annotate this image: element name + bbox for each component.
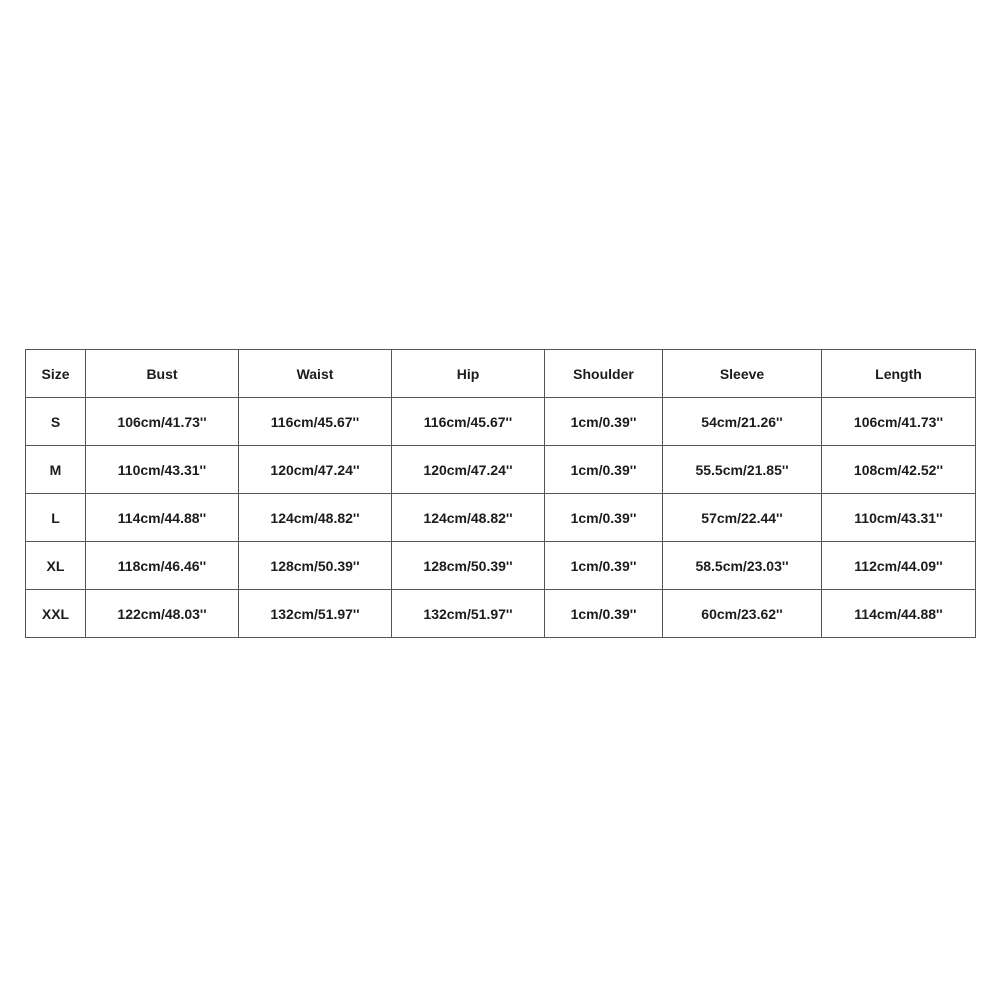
- sleeve-cell: 60cm/23.62'': [663, 590, 822, 638]
- size-chart-table: [25, 349, 976, 638]
- header-shoulder: Shoulder: [545, 350, 663, 398]
- shoulder-cell: 1cm/0.39'': [545, 590, 663, 638]
- sleeve-cell: 54cm/21.26'': [663, 398, 822, 446]
- header-hip: Hip: [392, 350, 545, 398]
- bust-cell: 106cm/41.73'': [86, 398, 239, 446]
- shoulder-cell: 1cm/0.39'': [545, 542, 663, 590]
- header-size: Size: [26, 350, 86, 398]
- hip-cell: 132cm/51.97'': [392, 590, 545, 638]
- size-cell: M: [26, 446, 86, 494]
- length-cell: 110cm/43.31'': [822, 494, 976, 542]
- length-cell: 108cm/42.52'': [822, 446, 976, 494]
- table-row: [26, 542, 976, 590]
- length-cell: 114cm/44.88'': [822, 590, 976, 638]
- waist-cell: 120cm/47.24'': [239, 446, 392, 494]
- table-row: [26, 590, 976, 638]
- hip-cell: 128cm/50.39'': [392, 542, 545, 590]
- shoulder-cell: 1cm/0.39'': [545, 494, 663, 542]
- sleeve-cell: 58.5cm/23.03'': [663, 542, 822, 590]
- length-cell: 106cm/41.73'': [822, 398, 976, 446]
- table-row: [26, 446, 976, 494]
- size-cell: XL: [26, 542, 86, 590]
- waist-cell: 128cm/50.39'': [239, 542, 392, 590]
- bust-cell: 110cm/43.31'': [86, 446, 239, 494]
- waist-cell: 132cm/51.97'': [239, 590, 392, 638]
- size-cell: XXL: [26, 590, 86, 638]
- bust-cell: 114cm/44.88'': [86, 494, 239, 542]
- table-row: [26, 494, 976, 542]
- bust-cell: 118cm/46.46'': [86, 542, 239, 590]
- header-bust: Bust: [86, 350, 239, 398]
- hip-cell: 116cm/45.67'': [392, 398, 545, 446]
- size-cell: S: [26, 398, 86, 446]
- shoulder-cell: 1cm/0.39'': [545, 398, 663, 446]
- header-length: Length: [822, 350, 976, 398]
- sleeve-cell: 57cm/22.44'': [663, 494, 822, 542]
- waist-cell: 116cm/45.67'': [239, 398, 392, 446]
- header-row: [26, 350, 976, 398]
- size-cell: L: [26, 494, 86, 542]
- header-waist: Waist: [239, 350, 392, 398]
- sleeve-cell: 55.5cm/21.85'': [663, 446, 822, 494]
- bust-cell: 122cm/48.03'': [86, 590, 239, 638]
- table-row: [26, 398, 976, 446]
- hip-cell: 120cm/47.24'': [392, 446, 545, 494]
- waist-cell: 124cm/48.82'': [239, 494, 392, 542]
- length-cell: 112cm/44.09'': [822, 542, 976, 590]
- header-sleeve: Sleeve: [663, 350, 822, 398]
- hip-cell: 124cm/48.82'': [392, 494, 545, 542]
- shoulder-cell: 1cm/0.39'': [545, 446, 663, 494]
